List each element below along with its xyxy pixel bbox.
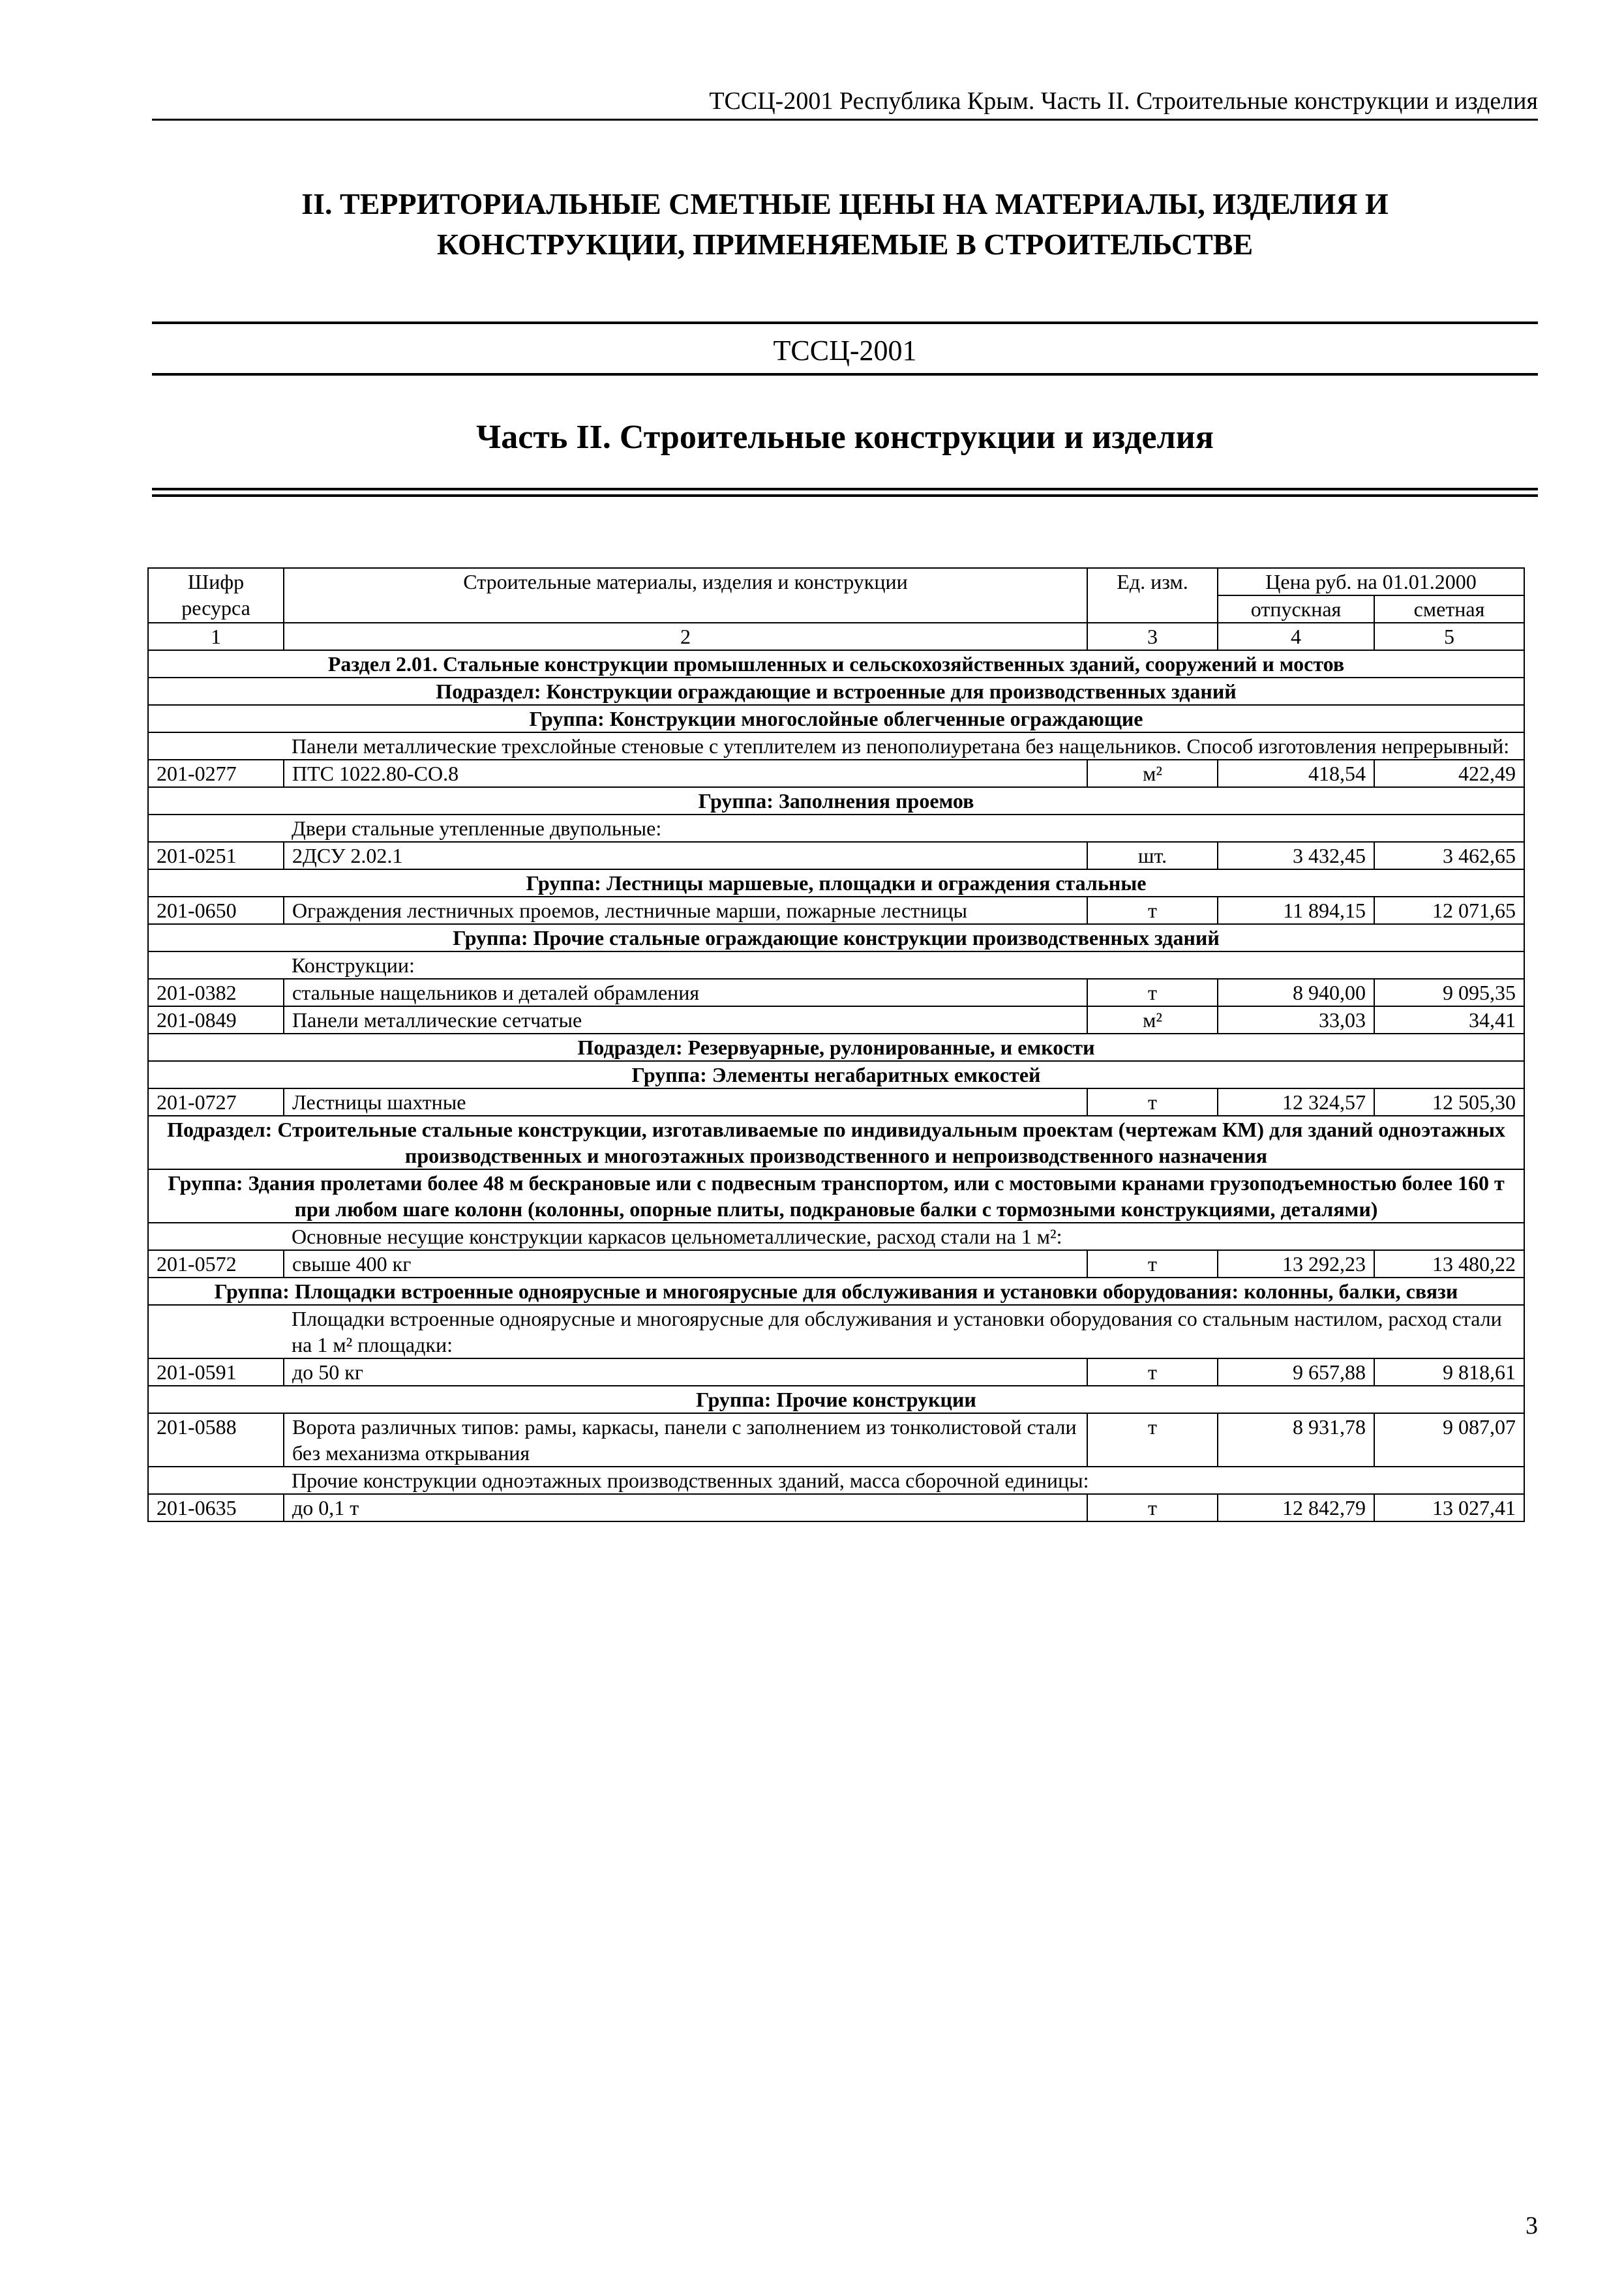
estimate-price: 9 095,35 xyxy=(1374,979,1524,1006)
release-price: 8 940,00 xyxy=(1218,979,1374,1006)
estimate-price: 422,49 xyxy=(1374,760,1524,787)
unit-of-measure: м² xyxy=(1087,1006,1218,1034)
resource-code: 201-0849 xyxy=(148,1006,284,1034)
empty-cell xyxy=(148,951,284,979)
estimate-price: 9 818,61 xyxy=(1374,1358,1524,1386)
column-header-estimate-price: сметная xyxy=(1374,595,1524,623)
release-price: 11 894,15 xyxy=(1218,897,1374,924)
column-header-price-group: Цена руб. на 01.01.2000 xyxy=(1218,568,1524,595)
release-price: 12 842,79 xyxy=(1218,1494,1374,1521)
group-heading-row xyxy=(148,1061,1524,1088)
description-text: Конструкции: xyxy=(284,951,1524,979)
resource-code: 201-0572 xyxy=(148,1250,284,1278)
release-price: 418,54 xyxy=(1218,760,1374,787)
release-price: 9 657,88 xyxy=(1218,1358,1374,1386)
resource-code: 201-0382 xyxy=(148,979,284,1006)
empty-cell xyxy=(148,1305,284,1358)
resource-code: 201-0588 xyxy=(148,1413,284,1467)
estimate-price: 9 087,07 xyxy=(1374,1413,1524,1467)
unit-of-measure: т xyxy=(1087,1494,1218,1521)
group-heading-row xyxy=(148,924,1524,951)
description-row xyxy=(148,815,1524,842)
resource-code: 201-0727 xyxy=(148,1088,284,1116)
resource-code: 201-0591 xyxy=(148,1358,284,1386)
table-row xyxy=(148,1088,1524,1116)
column-index-row xyxy=(148,623,1524,650)
subsection-heading: Подраздел: Резервуарные, рулонированные, и емкости xyxy=(148,1034,1524,1061)
table-row xyxy=(148,1250,1524,1278)
description-text: Прочие конструкции одноэтажных производственных зданий, масса сборочной единицы: xyxy=(284,1467,1524,1494)
group-heading-row xyxy=(148,1169,1524,1223)
page-title xyxy=(152,184,1538,265)
column-index: 5 xyxy=(1374,623,1524,650)
standard-code: ТССЦ-2001 xyxy=(773,335,917,367)
divider xyxy=(152,373,1538,376)
group-heading: Группа: Элементы негабаритных емкостей xyxy=(148,1061,1524,1088)
description-row xyxy=(148,951,1524,979)
divider xyxy=(152,322,1538,324)
subsection-heading-row xyxy=(148,1116,1524,1169)
resource-code: 201-0635 xyxy=(148,1494,284,1521)
section-heading-row xyxy=(148,650,1524,678)
unit-of-measure: м² xyxy=(1087,760,1218,787)
subsection-heading-row xyxy=(148,678,1524,705)
page-title-line-1: II. ТЕРРИТОРИАЛЬНЫЕ СМЕТНЫЕ ЦЕНЫ НА МАТЕРИАЛЫ, ИЗДЕЛИЯ И xyxy=(301,187,1389,220)
table-row xyxy=(148,842,1524,869)
unit-of-measure: т xyxy=(1087,1358,1218,1386)
item-name: ПТС 1022.80-СО.8 xyxy=(284,760,1087,787)
release-price: 33,03 xyxy=(1218,1006,1374,1034)
item-name: до 0,1 т xyxy=(284,1494,1087,1521)
subsection-heading: Подраздел: Конструкции ограждающие и встроенные для производственных зданий xyxy=(148,678,1524,705)
item-name: 2ДСУ 2.02.1 xyxy=(284,842,1087,869)
column-index: 2 xyxy=(284,623,1087,650)
group-heading: Группа: Лестницы маршевые, площадки и ограждения стальные xyxy=(148,869,1524,897)
group-heading-row xyxy=(148,869,1524,897)
release-price: 8 931,78 xyxy=(1218,1413,1374,1467)
group-heading: Группа: Прочие конструкции xyxy=(148,1386,1524,1413)
table-row xyxy=(148,897,1524,924)
group-heading-row xyxy=(148,1386,1524,1413)
estimate-price: 13 027,41 xyxy=(1374,1494,1524,1521)
group-heading: Группа: Прочие стальные ограждающие конструкции производственных зданий xyxy=(148,924,1524,951)
unit-of-measure: т xyxy=(1087,1413,1218,1467)
unit-of-measure: т xyxy=(1087,979,1218,1006)
estimate-price: 12 505,30 xyxy=(1374,1088,1524,1116)
table-header-row xyxy=(148,568,1524,595)
group-heading-row xyxy=(148,1278,1524,1305)
resource-code: 201-0650 xyxy=(148,897,284,924)
table-row xyxy=(148,979,1524,1006)
unit-of-measure: т xyxy=(1087,1250,1218,1278)
group-heading: Группа: Здания пролетами более 48 м бескрановые или с подвесным транспортом, или с мостовыми кранами грузоподъемностью более 160 т при любом шаге колонн (колонны, опорные плиты, подкрановые балки с тормозными конструкциями, деталями) xyxy=(148,1169,1524,1223)
estimate-price: 3 462,65 xyxy=(1374,842,1524,869)
description-text: Основные несущие конструкции каркасов цельнометаллические, расход стали на 1 м²: xyxy=(284,1223,1524,1250)
resource-code: 201-0277 xyxy=(148,760,284,787)
table-row xyxy=(148,1413,1524,1467)
running-header: ТССЦ-2001 Республика Крым. Часть II. Строительные конструкции и изделия xyxy=(152,83,1538,121)
group-heading: Группа: Конструкции многослойные облегченные ограждающие xyxy=(148,705,1524,732)
item-name: Лестницы шахтные xyxy=(284,1088,1087,1116)
empty-cell xyxy=(148,1223,284,1250)
group-heading: Группа: Площадки встроенные одноярусные и многоярусные для обслуживания и установки оборудования: колонны, балки, связи xyxy=(148,1278,1524,1305)
column-header-release-price: отпускная xyxy=(1218,595,1374,623)
description-row xyxy=(148,1223,1524,1250)
subsection-heading-row xyxy=(148,1034,1524,1061)
description-row xyxy=(148,732,1524,760)
estimate-price: 12 071,65 xyxy=(1374,897,1524,924)
item-name: до 50 кг xyxy=(284,1358,1087,1386)
subsection-heading: Подраздел: Строительные стальные конструкции, изготавливаемые по индивидуальным проектам (чертежам КМ) для зданий одноэтажных производственных и многоэтажных производственного и непроизводственного назначения xyxy=(148,1116,1524,1169)
section-heading: Раздел 2.01. Стальные конструкции промышленных и сельскохозяйственных зданий, сооружений и мостов xyxy=(148,650,1524,678)
item-name: Ворота различных типов: рамы, каркасы, панели с заполнением из тонколистовой стали без механизма открывания xyxy=(284,1413,1087,1467)
item-name: свыше 400 кг xyxy=(284,1250,1087,1278)
release-price: 12 324,57 xyxy=(1218,1088,1374,1116)
unit-of-measure: т xyxy=(1087,897,1218,924)
table-row xyxy=(148,1358,1524,1386)
estimate-price: 34,41 xyxy=(1374,1006,1524,1034)
description-text: Панели металлические трехслойные стеновые с утеплителем из пенополиуретана без нащельников. Способ изготовления непрерывный: xyxy=(284,732,1524,760)
price-table xyxy=(147,567,1525,1522)
group-heading-row xyxy=(148,705,1524,732)
column-header-code: Шифр ресурса xyxy=(148,568,284,623)
column-index: 3 xyxy=(1087,623,1218,650)
page-title-line-2: КОНСТРУКЦИИ, ПРИМЕНЯЕМЫЕ В СТРОИТЕЛЬСТВЕ xyxy=(436,228,1254,261)
description-text: Двери стальные утепленные двупольные: xyxy=(284,815,1524,842)
release-price: 3 432,45 xyxy=(1218,842,1374,869)
double-divider xyxy=(152,488,1538,497)
column-header-name: Строительные материалы, изделия и конструкции xyxy=(284,568,1087,623)
group-heading: Группа: Заполнения проемов xyxy=(148,787,1524,815)
table-row xyxy=(148,1006,1524,1034)
description-text: Площадки встроенные одноярусные и многоярусные для обслуживания и установки оборудования со стальным настилом, расход стали на 1 м² площадки: xyxy=(284,1305,1524,1358)
empty-cell xyxy=(148,1467,284,1494)
column-header-unit: Ед. изм. xyxy=(1087,568,1218,623)
item-name: Панели металлические сетчатые xyxy=(284,1006,1087,1034)
empty-cell xyxy=(148,815,284,842)
release-price: 13 292,23 xyxy=(1218,1250,1374,1278)
resource-code: 201-0251 xyxy=(148,842,284,869)
table-row xyxy=(148,1494,1524,1521)
table-row xyxy=(148,760,1524,787)
estimate-price: 13 480,22 xyxy=(1374,1250,1524,1278)
item-name: стальные нащельников и деталей обрамления xyxy=(284,979,1087,1006)
unit-of-measure: т xyxy=(1087,1088,1218,1116)
page-number: 3 xyxy=(1526,2212,1538,2239)
column-index: 1 xyxy=(148,623,284,650)
item-name: Ограждения лестничных проемов, лестничные марши, пожарные лестницы xyxy=(284,897,1087,924)
description-row xyxy=(148,1305,1524,1358)
part-title: Часть II. Строительные конструкции и изделия xyxy=(476,419,1214,456)
unit-of-measure: шт. xyxy=(1087,842,1218,869)
column-index: 4 xyxy=(1218,623,1374,650)
description-row xyxy=(148,1467,1524,1494)
empty-cell xyxy=(148,732,284,760)
group-heading-row xyxy=(148,787,1524,815)
